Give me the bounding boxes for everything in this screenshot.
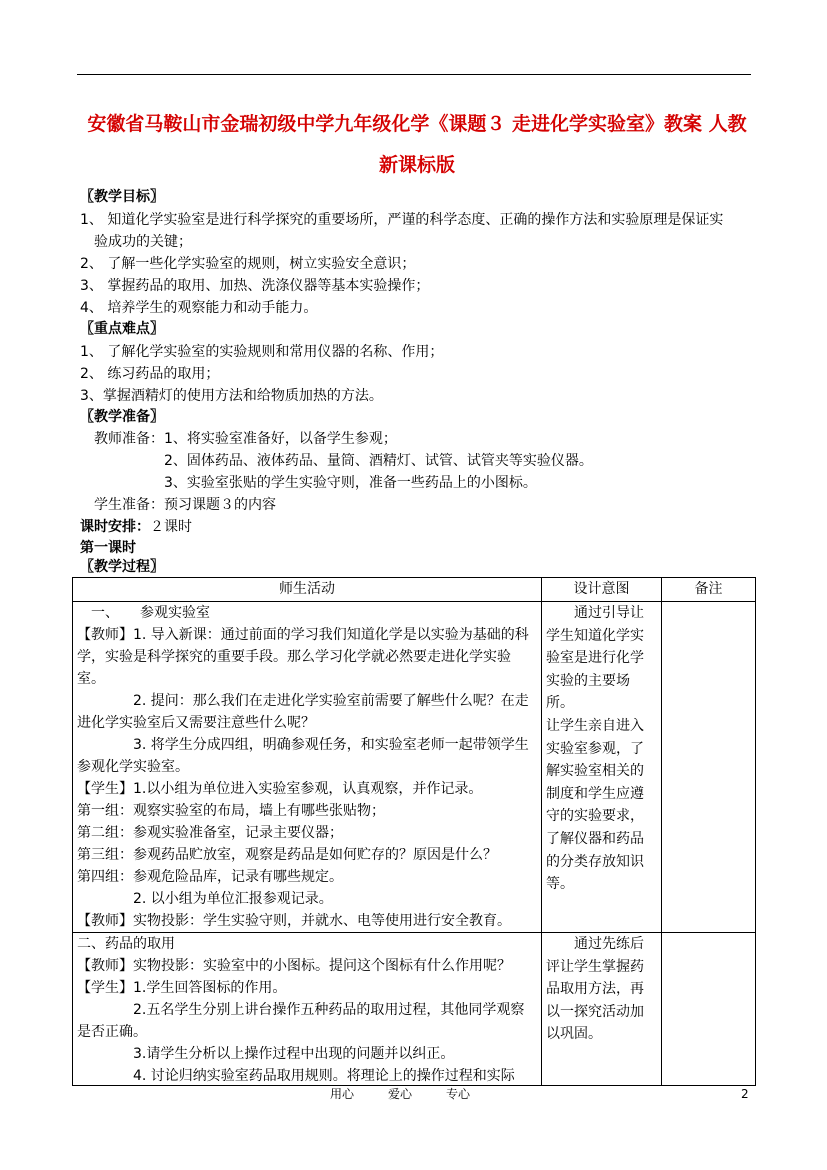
footer-motto-2: 爱心 — [388, 1087, 413, 1101]
activity-paragraph: 【教师】实物投影：实验室中的小图标。提问这个图标有什么作用呢？ — [77, 958, 511, 974]
activity-cell — [73, 933, 542, 1086]
teacher-preparation-item: 教师准备：1、将实验室准备好，以备学生参观； — [94, 431, 397, 447]
design-cell — [542, 933, 662, 1086]
goal-item: 1、 知道化学实验室是进行科学探究的重要场所，严谨的科学态度、正确的操作方法和实验原理是保证实 — [80, 212, 724, 228]
activity-paragraph: 3. 将学生分成四组，明确参观任务，和实验室老师一起带领学生参观化学实验室。 — [77, 737, 529, 775]
activity-paragraph: 3.请学生分析以上操作过程中出现的问题并以纠正。 — [133, 1046, 455, 1062]
activity-paragraph: 2.五名学生分别上讲台操作五种药品的取用过程，其他同学观察是否正确。 — [77, 1002, 525, 1040]
schedule-label: 课时安排： — [80, 519, 150, 535]
activity-paragraph: 【学生】1.以小组为单位进入实验室参观，认真观察，并作记录。 — [77, 781, 483, 797]
column-header-design: 设计意图 — [542, 578, 662, 602]
session-title: 第一课时 — [80, 540, 136, 556]
activity-paragraph: 第二组：参观实验准备室，记录主要仪器； — [77, 825, 343, 841]
key-point-item: 2、 练习药品的取用； — [80, 366, 220, 382]
document-title-line-2: 新课标版 — [378, 154, 455, 176]
section-heading: 一、 参观实验室 — [91, 605, 210, 621]
key-points-heading: 〖重点难点〗 — [80, 321, 164, 337]
activity-paragraph: 4. 讨论归纳实验室药品取用规则。将理论上的操作过程和实际 — [133, 1068, 515, 1084]
goal-item: 3、 掌握药品的取用、加热、洗涤仪器等基本实验操作； — [80, 278, 430, 294]
activity-cell — [73, 602, 542, 933]
page-number: 2 — [741, 1087, 749, 1101]
goals-heading: 〖教学目标〗 — [80, 189, 164, 205]
key-point-item: 3、掌握酒精灯的使用方法和给物质加热的方法。 — [80, 388, 383, 404]
footer-motto-1: 用心 — [330, 1087, 355, 1101]
activity-paragraph: 第一组：观察实验室的布局，墙上有哪些张贴物； — [77, 803, 385, 819]
footer-motto-3: 专心 — [446, 1087, 471, 1101]
goal-item: 2、 了解一些化学实验室的规则，树立实验安全意识； — [80, 256, 416, 272]
activity-paragraph: 【教师】1. 导入新课：通过前面的学习我们知道化学是以实验为基础的科学，实验是科学探究的重要手段。那么学习化学就必然要走进化学实验室。 — [77, 627, 529, 687]
process-heading: 〖教学过程〗 — [80, 559, 164, 575]
activity-paragraph: 第四组：参观危险品库，记录有哪些规定。 — [77, 869, 343, 885]
key-point-item: 1、 了解化学实验室的实验规则和常用仪器的名称、作用； — [80, 344, 444, 360]
design-paragraph: 通过先练后评让学生掌握药品取用方法，再以一探究活动加以巩固。 — [546, 936, 644, 1043]
schedule — [80, 518, 192, 536]
goal-item: 验成功的关键； — [94, 234, 192, 250]
table-row — [73, 933, 756, 1086]
activity-paragraph: 第三组：参观药品贮放室，观察是药品是如何贮存的？原因是什么？ — [77, 847, 497, 863]
note-cell — [662, 602, 756, 933]
header-rule — [77, 74, 751, 75]
column-header-note: 备注 — [662, 578, 756, 602]
teacher-preparation-item: 2、固体药品、液体药品、量筒、酒精灯、试管、试管夹等实验仪器。 — [164, 453, 593, 469]
goal-item: 4、 培养学生的观察能力和动手能力。 — [80, 300, 318, 316]
table-row — [73, 602, 756, 933]
design-cell — [542, 602, 662, 933]
activity-paragraph: 【教师】实物投影：学生实验守则，并就水、电等使用进行安全教育。 — [77, 913, 511, 929]
note-cell — [662, 933, 756, 1086]
student-preparation: 学生准备：预习课题３的内容 — [94, 497, 276, 513]
activity-paragraph: 2. 以小组为单位汇报参观记录。 — [133, 891, 333, 907]
document-title-line-1: 安徽省马鞍山市金瑞初级中学九年级化学《课题３ 走进化学实验室》教案 人教 — [87, 113, 747, 135]
design-paragraph: 让学生亲自进入实验室参观，了解实验室相关的制度和学生应遵守的实验要求，了解仪器和药品的分类存放知识等。 — [546, 717, 644, 893]
schedule-value: ２课时 — [150, 519, 192, 535]
activity-paragraph: 【学生】1.学生回答图标的作用。 — [77, 980, 287, 996]
preparation-heading: 〖教学准备〗 — [80, 409, 164, 425]
teacher-preparation-item: 3、实验室张贴的学生实验守则，准备一些药品上的小图标。 — [164, 475, 537, 491]
section-heading: 二、药品的取用 — [77, 936, 175, 952]
design-paragraph: 通过引导让学生知道化学实验室是进行化学实验的主要场所。 — [546, 605, 644, 712]
column-header-activity: 师生活动 — [73, 578, 542, 602]
teaching-process-table — [72, 577, 756, 1086]
table-header-row — [73, 578, 756, 602]
activity-paragraph: 2. 提问：那么我们在走进化学实验室前需要了解些什么呢？在走进化学实验室后又需要注意些什么呢？ — [77, 693, 529, 731]
